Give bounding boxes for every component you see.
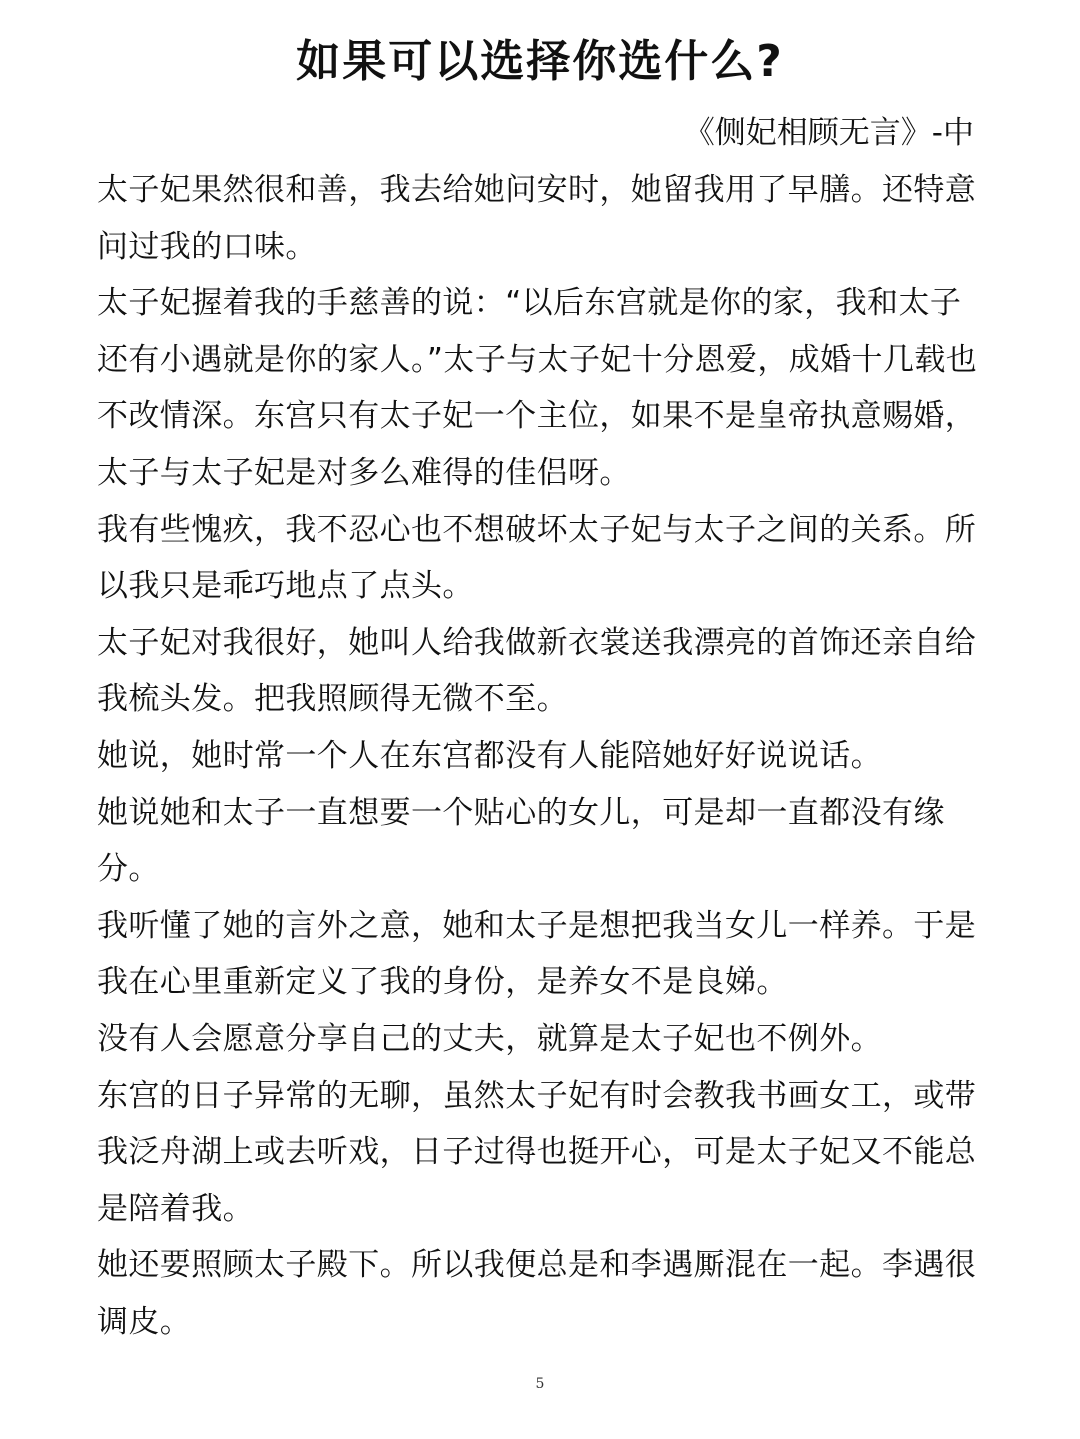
- paragraph: 太子妃对我很好，她叫人给我做新衣裳送我漂亮的首饰还亲自给我梳头发。把我照顾得无微不至。: [97, 624, 977, 718]
- source-line: 《侧妃相顾无言》-中: [683, 115, 974, 151]
- paragraph: 她说她和太子一直想要一个贴心的女儿，可是却一直都没有缘分。: [97, 794, 945, 888]
- paragraph: 东宫的日子异常的无聊，虽然太子妃有时会教我书画女工，或带我泛舟湖上或去听戏，日子过得也挺开心，可是太子妃又不能总是陪着我。: [97, 1077, 977, 1227]
- paragraph: 我听懂了她的言外之意，她和太子是想把我当女儿一样养。于是我在心里重新定义了我的身份，是养女不是良娣。: [97, 907, 977, 1001]
- paragraph: 我有些愧疚，我不忍心也不想破坏太子妃与太子之间的关系。所以我只是乖巧地点了点头。: [97, 511, 977, 605]
- paragraph: 太子妃握着我的手慈善的说：“以后东宫就是你的家，我和太子还有小遇就是你的家人。”太子与太子妃十分恩爱，成婚十几载也不改情深。东宫只有太子妃一个主位，如果不是皇帝执意赐婚，太子与太子妃是对多么难得的佳侣呀。: [97, 285, 978, 491]
- page-title: 如果可以选择你选什么?: [296, 36, 784, 87]
- paragraph: 她说，她时常一个人在东宫都没有人能陪她好好说说话。: [97, 737, 882, 774]
- paragraph: 太子妃果然很和善，我去给她问安时，她留我用了早膳。还特意问过我的口味。: [97, 172, 977, 265]
- paragraph: 没有人会愿意分享自己的丈夫，就算是太子妃也不例外。: [97, 1020, 882, 1057]
- page-number: 5: [535, 1376, 545, 1392]
- paragraph: 她还要照顾太子殿下。所以我便总是和李遇厮混在一起。李遇很调皮。: [97, 1247, 977, 1340]
- body-text: [97, 162, 987, 1350]
